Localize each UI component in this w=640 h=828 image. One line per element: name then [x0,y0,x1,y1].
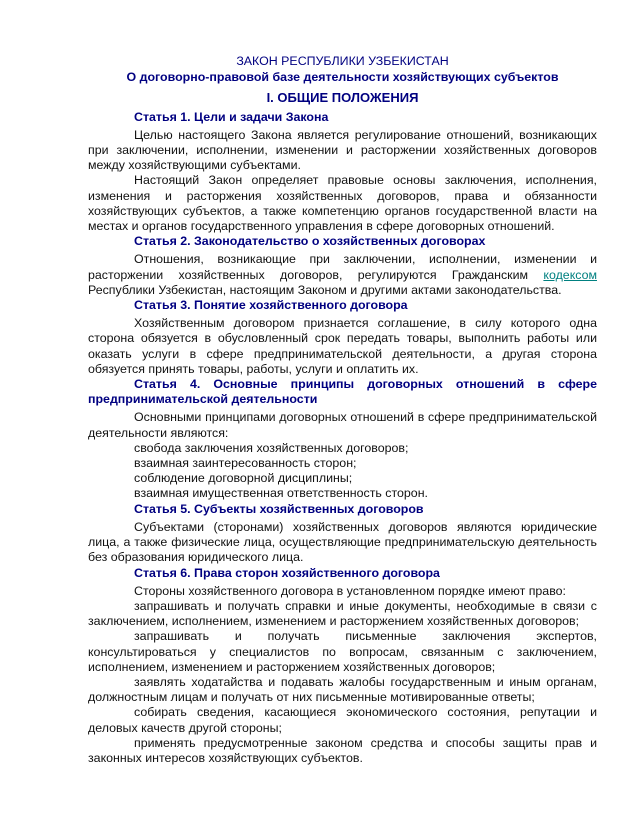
article-4-list-item: взаимная заинтересованность сторон; [134,456,357,471]
article-6-heading: Статья 6. Права сторон хозяйственного договора [134,565,440,580]
article-4-list-item: соблюдение договорной дисциплины; [134,471,353,486]
article-4-list-item: свобода заключения хозяйственных договоров; [134,440,409,455]
section-heading: I. ОБЩИЕ ПОЛОЖЕНИЯ [266,90,419,106]
article-6-list-item: запрашивать и получать справки и иные документы, необходимые в связи с заключением, исполнением, изменением и расторжением хозяйственных договоров; [88,598,597,629]
article-2-text-after: Республики Узбекистан, настоящим Законом и другими актами законодательства. [88,282,562,297]
article-4-list-item: взаимная имущественная ответственность сторон. [134,486,428,501]
law-subtitle: О договорно-правовой базе деятельности хозяйствующих субъектов [126,70,559,85]
civil-code-link[interactable]: кодексом [543,267,597,282]
article-2-heading: Статья 2. Законодательство о хозяйственных договорах [134,234,486,249]
article-2-text-before: Отношения, возникающие при заключении, исполнении, изменении и расторжении хозяйственных договоров, регулируются Гражданским [88,252,597,282]
article-4-heading: Статья 4. Основные принципы договорных отношений в сфере предпринимательской деятельности [88,377,597,407]
article-3-paragraph: Хозяйственным договором признается соглашение, в силу которого одна сторона обязуется в обусловленный срок передать товары, выполнить работы или оказать услуги в сфере предпринимательской деятельности, а другая сторона обязуется принять товары, работы, услуги и оплатить их. [88,316,597,376]
article-6-list-item: запрашивать и получать письменные заключения экспертов, консультироваться у специалистов по вопросам, связанным с заключением, исполнением, изменением и расторжением хозяйственных договоров; [88,629,597,674]
document-page [88,54,597,766]
article-4-paragraph: Основными принципами договорных отношений в сфере предпринимательской деятельности являются: [88,410,597,440]
article-3-heading: Статья 3. Понятие хозяйственного договора [134,298,408,313]
article-1-paragraph: Настоящий Закон определяет правовые основы заключения, исполнения, изменения и расторжения хозяйственных договоров, права и обязанности хозяйствующих субъектов, а также компетенцию органов государственной власти на местах и органов государственного управления в сфере договорных отношений. [88,173,597,234]
article-6-list-item: заявлять ходатайства и подавать жалобы государственным и иным органам, должностным лицам и получать от них письменные мотивированные ответы; [88,674,597,705]
article-5-paragraph: Субъектами (сторонами) хозяйственных договоров являются юридические лица, а также физические лица, осуществляющие предпринимательскую деятельность без образования юридического лица. [88,519,597,565]
article-6-paragraph: Стороны хозяйственного договора в установленном порядке имеют право: [134,583,566,598]
article-2-paragraph [88,252,597,298]
law-title: ЗАКОН РЕСПУБЛИКИ УЗБЕКИСТАН [236,54,449,68]
article-1-heading: Статья 1. Цели и задачи Закона [134,109,329,124]
article-6-list-item: применять предусмотренные законом средства и способы защиты прав и законных интересов хозяйствующих субъектов. [88,735,597,765]
article-1-paragraph: Целью настоящего Закона является регулирование отношений, возникающих при заключении, исполнении, изменении и расторжении хозяйственных договоров между хозяйствующими субъектами. [88,127,597,173]
article-6-list-item: собирать сведения, касающиеся экономического состояния, репутации и деловых качеств другой стороны; [88,705,597,735]
article-5-heading: Статья 5. Субъекты хозяйственных договоров [134,501,424,516]
